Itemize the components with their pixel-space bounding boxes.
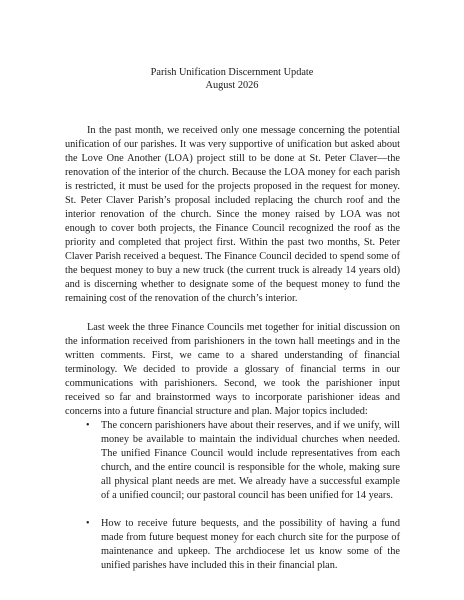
bullet-icon: •: [86, 420, 90, 431]
topic-item-reserves: [65, 419, 400, 503]
document-body: [65, 124, 400, 573]
topic-text-bequests: How to receive future bequests, and the possibility of having a fund made from future bequest money for each church site for the purpose of maintenance and upkeep. The archdiocese let us know some of the unified parishes have included this in their financial plan.: [101, 518, 400, 571]
paragraph-update: In the past month, we received only one message concerning the potential unification of our parishes. It was very supportive of unification but asked about the Love One Another (LOA) project still to be done at St. Peter Claver—the renovation of the interior of the church. Because the LOA money for each parish is restricted, it must be used for the projects proposed in the request for money. St. Peter Claver Parish’s proposal included replacing the church roof and the interior renovation of the church. Since the money raised by LOA was not enough to cover both projects, the Finance Council recognized the roof as the priority and completed that project first. Within the past two months, St. Peter Claver Parish received a bequest. The Finance Council decided to spend some of the bequest money to buy a new truck (the current truck is already 14 years old) and is discerning whether to designate some of the bequest money to fund the remaining cost of the renovation of the church’s interior.: [65, 125, 400, 304]
topic-item-bequests: [65, 517, 400, 573]
topic-text-reserves: The concern parishioners have about their reserves, and if we unify, will money be available to maintain the individual churches when needed. The unified Finance Council would include representatives from each church, and the entire council is responsible for the whole, making sure all physical plant needs are met. We already have a successful example of a unified council; our pastoral council has been unified for 14 years.: [101, 420, 400, 501]
document-header: [0, 66, 464, 92]
bullet-icon: •: [86, 518, 90, 529]
paragraph-finance-councils: Last week the three Finance Councils met together for initial discussion on the information received from parishioners in the town hall meetings and in the written comments. First, we came to a shared understanding of financial terminology. We decided to provide a glossary of financial terms in our communications with parishioners. Second, we took the parishioner input received so far and brainstormed ways to incorporate parishioner ideas and concerns into a future financial structure and plan. Major topics included:: [65, 322, 400, 417]
topics-list: [65, 419, 400, 573]
document-date: August 2026: [205, 80, 259, 91]
document-title: Parish Unification Discernment Update: [150, 67, 314, 78]
